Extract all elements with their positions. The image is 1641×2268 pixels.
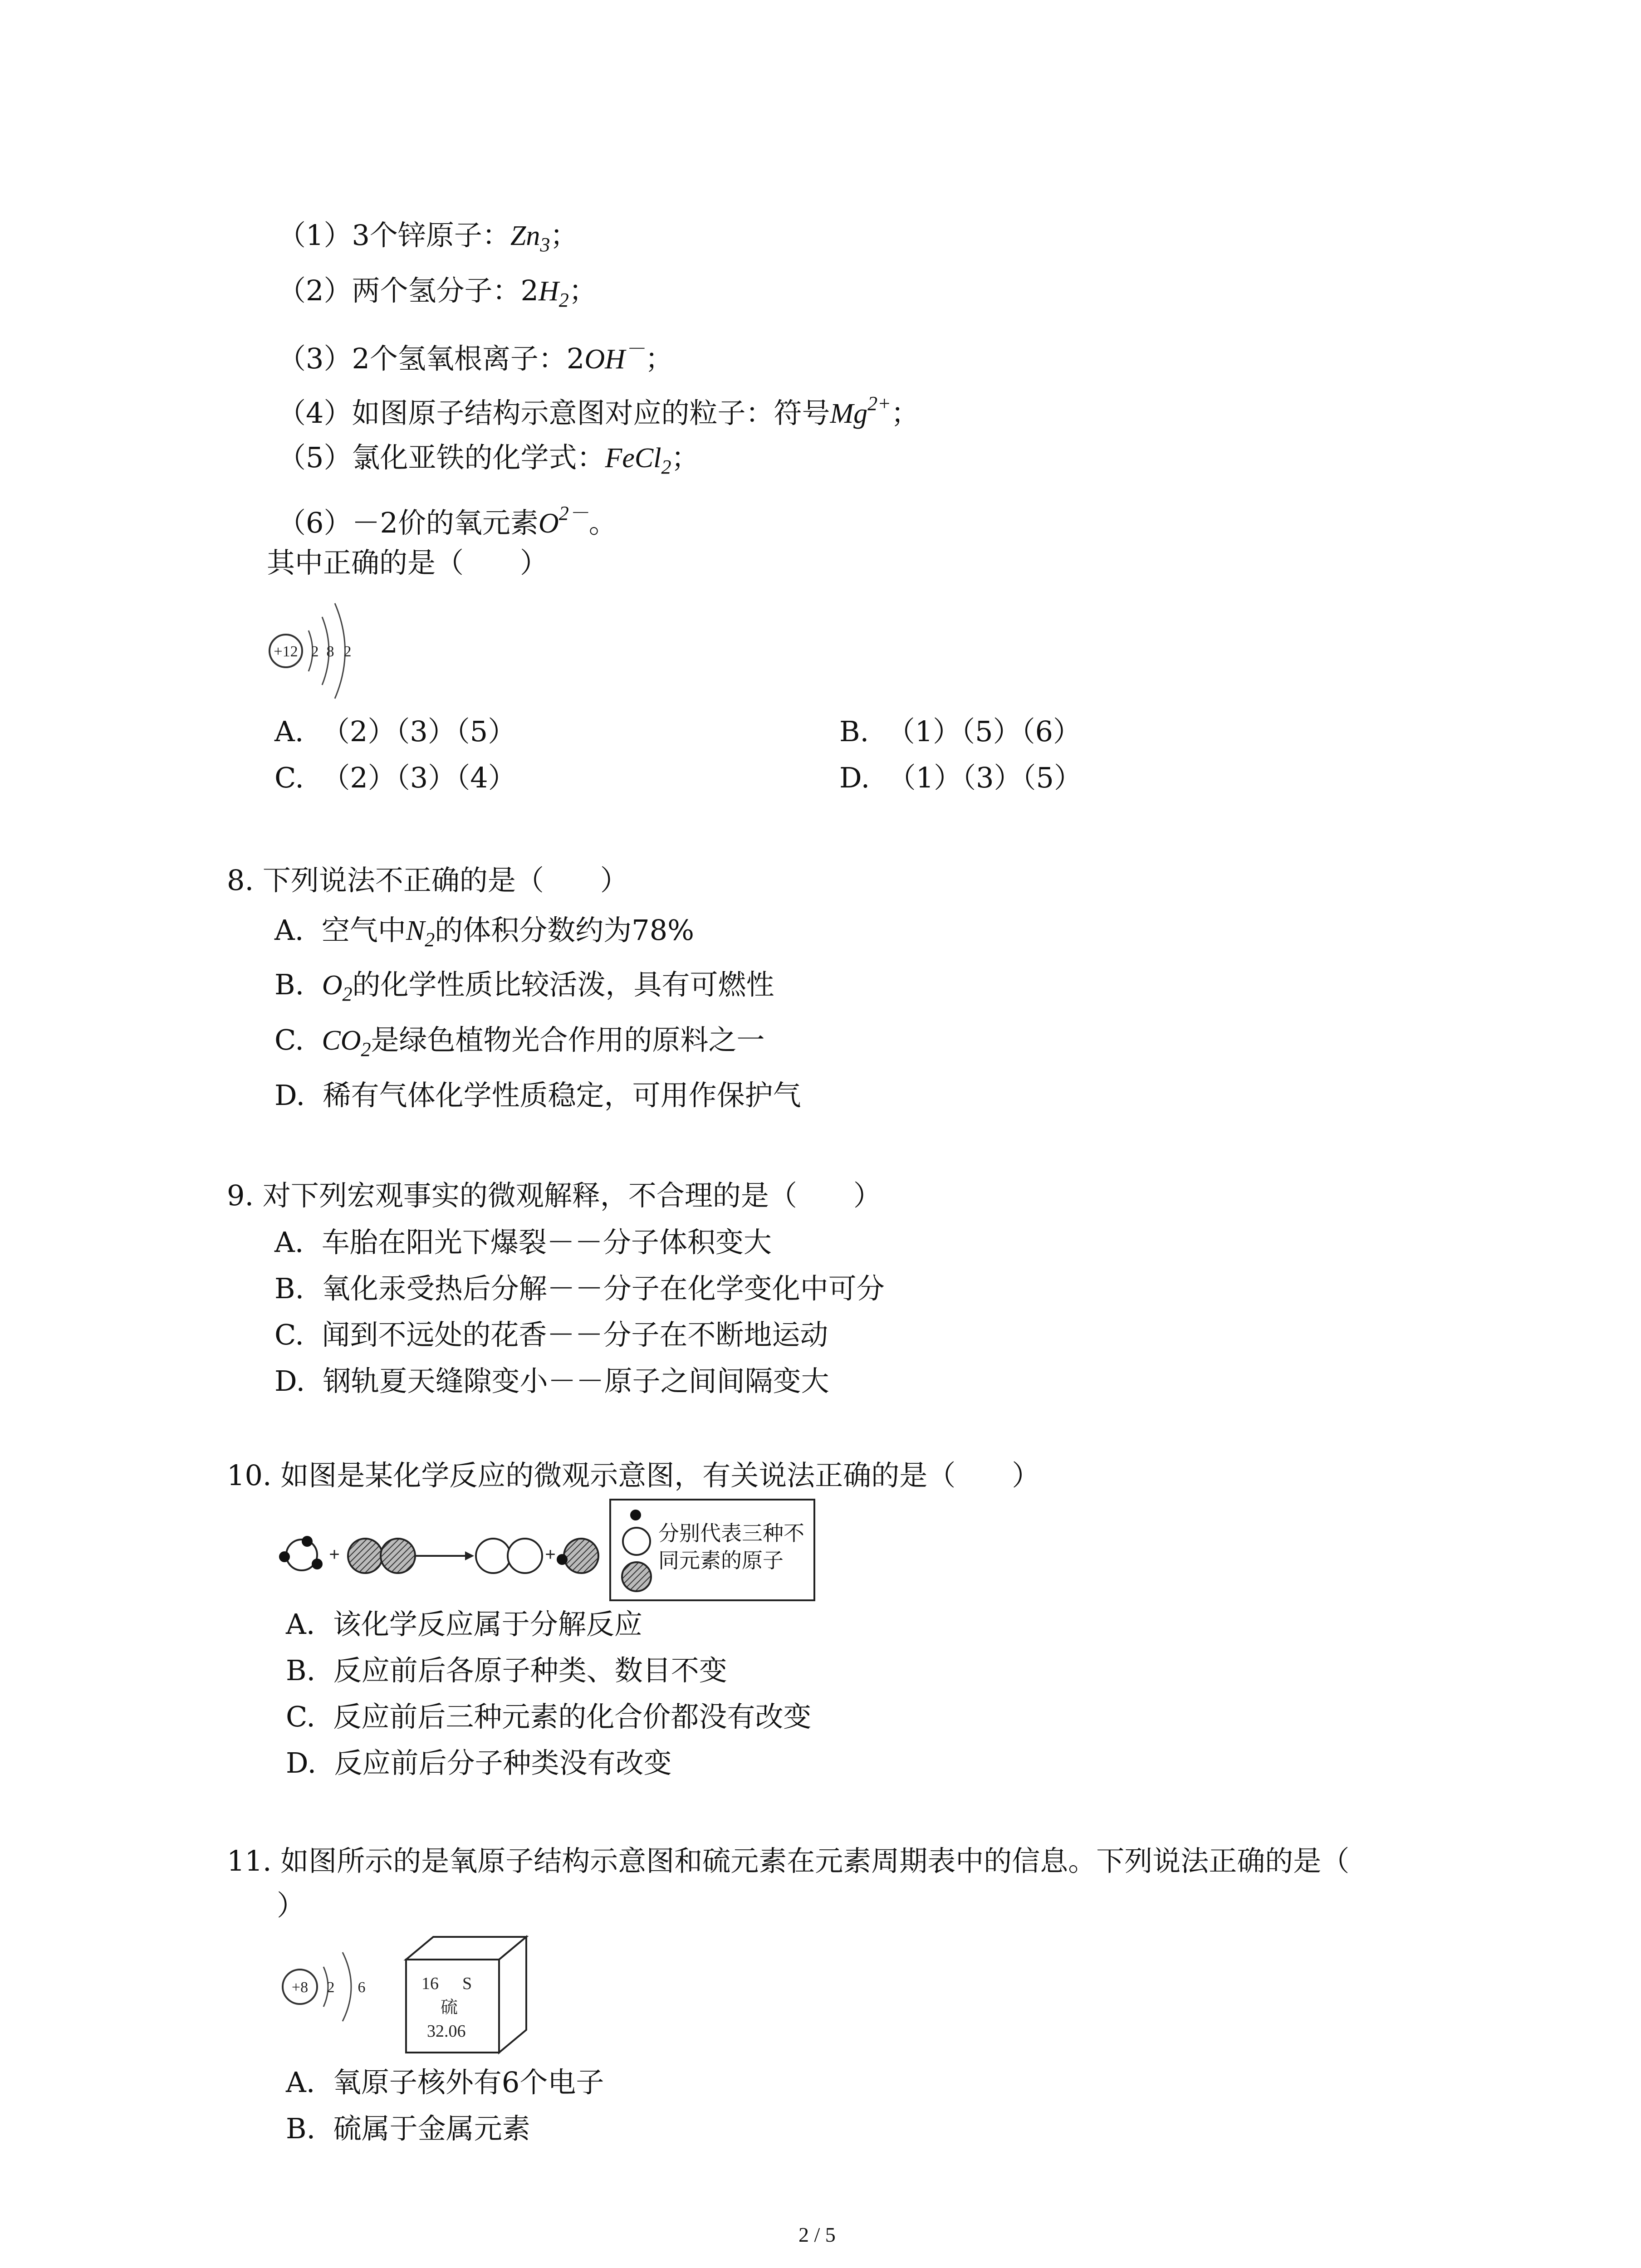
product-molecule-1 (476, 1539, 542, 1573)
page-number: 2 / 5 (798, 2223, 836, 2246)
mg-shell-1: 2 (311, 643, 319, 660)
q10-option-b[interactable]: B. 反应前后各原子种类、数目不变 (286, 1654, 727, 1687)
reactant-molecule-2 (348, 1539, 415, 1573)
q8-option-a[interactable]: A. 空气中$N_2$的体积分数约为78% (274, 914, 695, 951)
q7-item-2: （2）两个氢分子：$2H_2$； (278, 274, 597, 311)
q10-stem: 10. 如图是某化学反应的微观示意图，有关说法正确的是（ ） (227, 1459, 1040, 1492)
q8-option-b[interactable]: B. $O_2$的化学性质比较活泼，具有可燃性 (274, 968, 774, 1005)
q9-option-a[interactable]: A. 车胎在阳光下爆裂－－分子体积变大 (274, 1226, 772, 1259)
o-nucleus-label: +8 (291, 1979, 309, 1996)
q7-item-3: （3）2个氢氧根离子：2OH－； (278, 338, 673, 375)
q11-option-a[interactable]: A. 氧原子核外有6个电子 (286, 2066, 604, 2099)
sulfur-symbol: S (462, 1974, 472, 1993)
q7-item-6: （6）－2价的氧元素$O^{2-}$。 (278, 502, 617, 539)
q11-stem-cont: ） (277, 1889, 305, 1922)
sulfur-element-card (402, 1932, 533, 2059)
sulfur-number: 16 (421, 1974, 439, 1993)
q10-legend-line-2: 同元素的原子 (658, 1548, 784, 1573)
q10-legend (610, 1500, 814, 1600)
q10-option-d[interactable]: D. 反应前后分子种类没有改变 (286, 1746, 672, 1779)
o-shell-2: 6 (358, 1979, 366, 1996)
q10-option-a[interactable]: A. 该化学反应属于分解反应 (286, 1608, 642, 1641)
q9-option-d[interactable]: D. 钢轨夏天缝隙变小－－原子之间间隔变大 (274, 1364, 829, 1398)
q10-option-c[interactable]: C. 反应前后三种元素的化合价都没有改变 (286, 1700, 812, 1733)
product-molecule-2 (557, 1539, 598, 1573)
q9-option-c[interactable]: C. 闻到不远处的花香－－分子在不断地运动 (274, 1318, 828, 1351)
q9-stem: 9. 对下列宏观事实的微观解释，不合理的是（ ） (227, 1179, 882, 1212)
mg-atom-diagram (267, 585, 376, 717)
o-shell-1: 2 (327, 1979, 335, 1996)
q8-stem: 8. 下列说法不正确的是（ ） (227, 864, 628, 897)
svg-text:+: + (545, 1545, 556, 1564)
sulfur-name: 硫 (441, 1997, 458, 2017)
svg-text:+: + (329, 1545, 340, 1564)
oxygen-atom-diagram (274, 1937, 383, 2037)
q7-item-1: （1）3个锌原子：$Zn_3$； (278, 219, 578, 256)
q7-question: 其中正确的是（ ） (267, 546, 549, 579)
mg-nucleus-label: +12 (274, 643, 298, 660)
sulfur-mass: 32.06 (427, 2022, 466, 2041)
q7-option-c[interactable]: C. （2）（3）（4） (274, 761, 516, 794)
mg-shell-2: 8 (326, 643, 334, 660)
reaction-arrow (416, 1551, 474, 1560)
q8-option-d[interactable]: D. 稀有气体化学性质稳定，可用作保护气 (274, 1079, 801, 1112)
q10-reaction-diagram (274, 1496, 828, 1605)
q8-option-c[interactable]: C. $CO_2$是绿色植物光合作用的原料之一 (274, 1023, 765, 1061)
mg-shell-3: 2 (343, 643, 352, 660)
q10-legend-line-1: 分别代表三种不 (658, 1521, 804, 1545)
q9-option-b[interactable]: B. 氧化汞受热后分解－－分子在化学变化中可分 (274, 1272, 885, 1305)
q7-option-b[interactable]: B. （1）（5）（6） (839, 715, 1082, 748)
q11-stem: 11. 如图所示的是氧原子结构示意图和硫元素在元素周期表中的信息。下列说法正确的是（ (227, 1844, 1350, 1877)
reactant-molecule-1 (279, 1536, 323, 1570)
q7-option-a[interactable]: A. （2）（3）（5） (274, 715, 516, 748)
q11-option-b[interactable]: B. 硫属于金属元素 (286, 2112, 530, 2145)
q7-item-4: （4）如图原子结构示意图对应的粒子：符号$Mg^{2+}$； (278, 392, 919, 430)
q7-option-d[interactable]: D. （1）（3）（5） (839, 761, 1082, 794)
q7-item-5: （5）氯化亚铁的化学式：FeCl$_2$； (278, 441, 700, 478)
